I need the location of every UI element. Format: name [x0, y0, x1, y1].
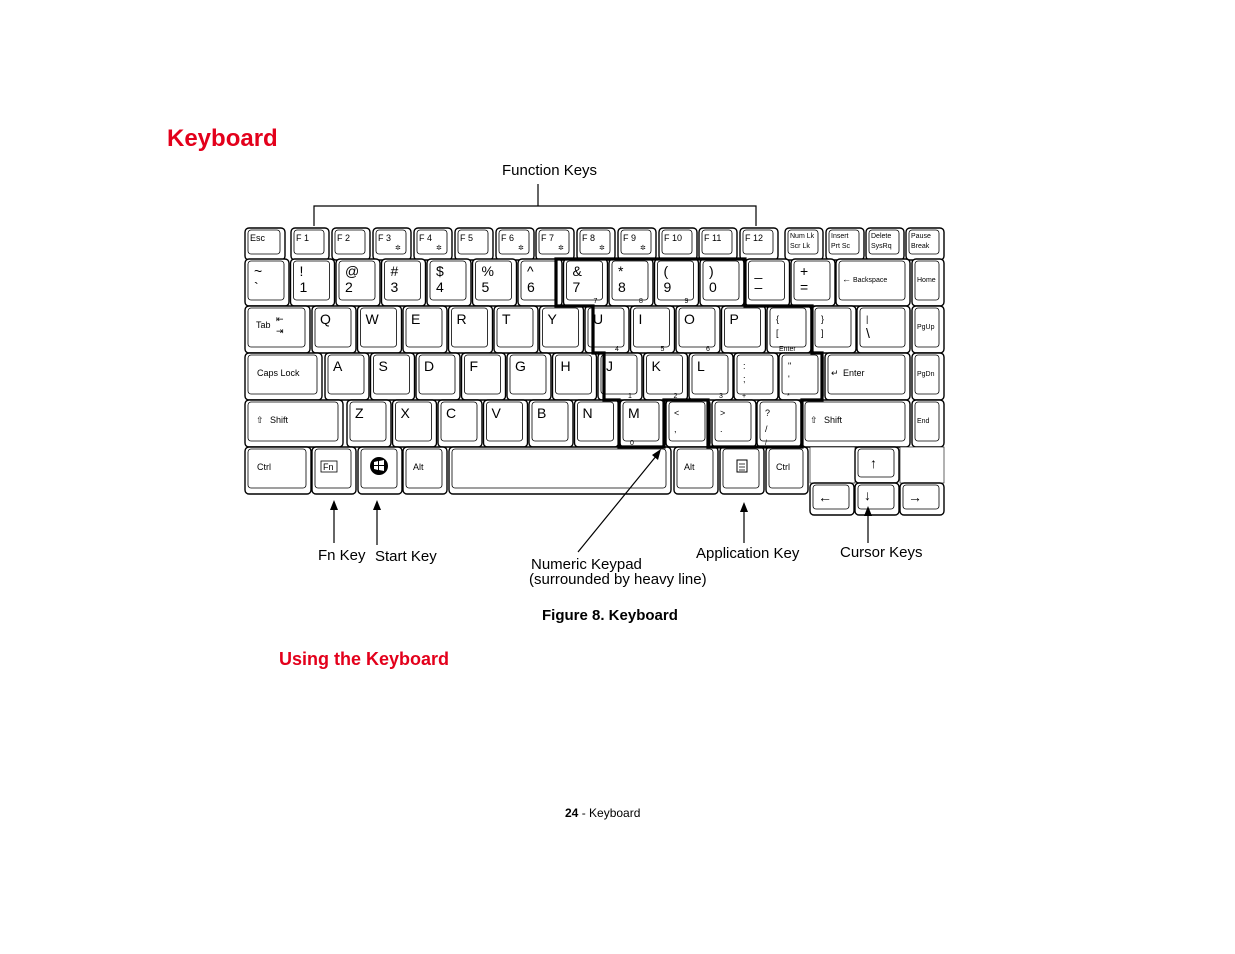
blank-key [900, 447, 944, 483]
key-label: > [720, 408, 726, 418]
key-cap [791, 259, 835, 306]
key-label: Ctrl [776, 462, 790, 472]
key-label: – [754, 279, 763, 295]
key-label: G [515, 358, 526, 374]
page-footer [565, 806, 640, 820]
application-key-callout: Application Key [696, 545, 800, 562]
key-cap [484, 400, 528, 447]
key-label: Pause [911, 233, 931, 240]
key-f[interactable] [462, 353, 506, 400]
key-f6[interactable] [496, 228, 534, 260]
key-label: F 1 [296, 233, 310, 243]
application-key-callout-arrowhead-icon [740, 502, 748, 512]
key-cap [575, 400, 619, 447]
key-label: W [365, 311, 379, 327]
fn-key-callout: Fn Key [318, 547, 366, 564]
key-num-8[interactable] [609, 259, 653, 306]
key-label: F 7 [541, 233, 555, 243]
key-enter[interactable] [825, 353, 910, 400]
key-ctrl-right[interactable] [766, 447, 808, 494]
start-key-callout-arrowhead-icon [373, 500, 381, 510]
key-cap [358, 306, 402, 353]
key-label: F [469, 358, 479, 374]
key-num-12[interactable] [791, 259, 835, 306]
key-label: R [456, 311, 467, 327]
key-cap [494, 306, 538, 353]
keypad-label: 0 [630, 440, 634, 447]
key-label: Shift [824, 415, 843, 425]
keypad-label: 9 [684, 298, 689, 305]
key-fn-symbol-icon: ✲ [436, 245, 442, 252]
key-cap [855, 483, 899, 515]
key-h[interactable] [553, 353, 597, 400]
key-cap [802, 400, 910, 447]
key-cap [449, 447, 671, 494]
start-key-callout: Start Key [375, 548, 437, 565]
key-label: [ [776, 328, 779, 338]
key-label: Q [320, 311, 331, 327]
key-cap [540, 306, 584, 353]
key-pgdn[interactable] [912, 353, 944, 400]
key-z[interactable] [347, 400, 391, 447]
key-pause[interactable] [906, 228, 944, 260]
key-cap [371, 353, 415, 400]
key-start[interactable] [358, 447, 402, 494]
key-numlock[interactable] [785, 228, 823, 260]
backspace-arrow-icon: ← [842, 274, 851, 284]
key-label: @ [345, 263, 360, 279]
key-label: Shift [270, 415, 289, 425]
key-fn-symbol-icon: ✲ [518, 245, 524, 252]
key-cap [462, 353, 506, 400]
key-label: Backspace [853, 277, 888, 284]
key-fn[interactable] [312, 447, 356, 494]
key-label: Ctrl [257, 462, 271, 472]
blank-key [810, 447, 855, 483]
key-cap [416, 353, 460, 400]
key-f7[interactable] [536, 228, 574, 260]
key-alt-left[interactable] [403, 447, 447, 494]
key-label: ' [788, 374, 790, 384]
key-label: Alt [413, 462, 424, 472]
key-label: Esc [250, 233, 266, 243]
key-arrow-left[interactable] [810, 483, 854, 515]
key-label: U [593, 311, 604, 327]
key-label: 4 [436, 279, 444, 295]
keypad-label: 2 [673, 393, 678, 400]
key-cap [347, 400, 391, 447]
key-label: Break [911, 243, 930, 250]
key-application[interactable] [720, 447, 764, 494]
key-w[interactable] [358, 306, 402, 353]
key-num-0[interactable] [245, 259, 289, 306]
key-label: F 5 [460, 233, 474, 243]
section-heading: Using the Keyboard [279, 649, 450, 669]
key-label: \ [866, 325, 870, 341]
key-shift-right[interactable] [802, 400, 910, 447]
page-title: Keyboard [167, 125, 278, 152]
key-f11[interactable] [699, 228, 737, 260]
key-a[interactable] [325, 353, 369, 400]
key-f1[interactable] [291, 228, 329, 260]
key-label: ) [709, 263, 714, 279]
key-label: Tab [256, 320, 271, 330]
key-d[interactable] [416, 353, 460, 400]
key-label: Num Lk [790, 233, 815, 240]
key-shift-left[interactable] [245, 400, 343, 447]
key-label: " [788, 361, 792, 371]
keypad-label: 7 [593, 298, 598, 305]
key-label: Prt Sc [831, 243, 851, 250]
numeric-keypad-note: (surrounded by heavy line) [529, 571, 707, 588]
key-y[interactable] [540, 306, 584, 353]
key-ctrl-left[interactable] [245, 447, 311, 494]
key-label: F 3 [378, 233, 392, 243]
key-delete[interactable] [866, 228, 904, 260]
key-cap [393, 400, 437, 447]
key-cap [644, 353, 688, 400]
key-label: Fn [323, 462, 334, 472]
key-cap [473, 259, 517, 306]
footer-section: - Keyboard [578, 806, 641, 820]
key-label: F 12 [745, 233, 764, 243]
key-v[interactable] [484, 400, 528, 447]
key-label: B [537, 405, 547, 421]
key-cap [529, 400, 573, 447]
keypad-label: / [765, 440, 767, 447]
key-f9[interactable] [618, 228, 656, 260]
key-cap [403, 306, 447, 353]
key-label: Y [547, 311, 557, 327]
key-s[interactable] [371, 353, 415, 400]
key-num-1[interactable] [291, 259, 335, 306]
key-arrow-down[interactable] [855, 483, 899, 515]
key-slash[interactable] [757, 400, 801, 447]
key-cap [674, 447, 718, 494]
figure-caption: Figure 8. Keyboard [542, 607, 678, 624]
key-fn-symbol-icon: ✲ [558, 245, 564, 252]
key-label: , [674, 424, 677, 434]
key-label: < [674, 408, 680, 418]
key-label: Home [917, 277, 936, 284]
key-cap [325, 353, 369, 400]
tab-left-icon: ⇤ [276, 314, 284, 324]
key-label: S [378, 358, 388, 374]
enter-arrow-icon: ↵ [831, 368, 839, 378]
key-label: H [560, 358, 571, 374]
key-label: # [390, 263, 399, 279]
key-cap [553, 353, 597, 400]
keypad-label: 3 [719, 393, 723, 400]
key-m[interactable] [620, 400, 664, 447]
key-arrow-right[interactable] [900, 483, 944, 515]
key-label: C [446, 405, 457, 421]
key-cap [700, 259, 744, 306]
key-label: F 6 [501, 233, 515, 243]
function-keys-callout: Function Keys [502, 162, 598, 179]
key-label: SysRq [871, 243, 892, 250]
key-f10[interactable] [659, 228, 697, 260]
left-arrow-icon: ← [818, 489, 832, 505]
key-cap [810, 483, 854, 515]
key-period[interactable] [712, 400, 756, 447]
key-label: Insert [831, 233, 849, 240]
key-label: M [628, 405, 640, 421]
key-label: } [821, 314, 825, 324]
key-label: _ [754, 263, 763, 279]
key-label: ` [254, 279, 259, 295]
key-c[interactable] [438, 400, 482, 447]
key-p[interactable] [722, 306, 766, 353]
keypad-label: + [742, 393, 747, 400]
key-num-9[interactable] [655, 259, 699, 306]
key-label: 3 [390, 279, 399, 295]
keypad-label: 4 [615, 346, 619, 353]
key-label: F 11 [704, 233, 722, 243]
key-comma[interactable] [666, 400, 710, 447]
key-label: ! [299, 263, 304, 279]
key-f2[interactable] [332, 228, 370, 260]
key-label: ; [743, 374, 746, 384]
key-label: { [776, 314, 780, 324]
key-cap [722, 306, 766, 353]
key-esc[interactable] [245, 228, 285, 260]
key-t[interactable] [494, 306, 538, 353]
keypad-label: 1 [628, 393, 632, 400]
key-label: D [424, 358, 435, 374]
key-num-3[interactable] [382, 259, 426, 306]
key-label: Delete [871, 233, 892, 240]
key-label: + [800, 263, 809, 279]
key-label: F 2 [337, 233, 351, 243]
key-label: ] [821, 328, 824, 338]
key-fn-symbol-icon: ✲ [640, 245, 646, 252]
key-cap [689, 353, 733, 400]
key-cap [734, 353, 778, 400]
keypad-label: * [787, 393, 790, 400]
key-label: 8 [618, 279, 626, 295]
key-cap [676, 306, 720, 353]
key-num-10[interactable] [700, 259, 744, 306]
key-cap [449, 306, 493, 353]
keypad-label: 8 [639, 298, 643, 305]
key-cap [312, 447, 356, 494]
key-label: / [765, 424, 768, 434]
key-f8[interactable] [577, 228, 615, 260]
up-arrow-icon: ↑ [870, 455, 877, 471]
key-label: | [866, 314, 869, 324]
key-label: V [491, 405, 501, 421]
key-home[interactable] [912, 259, 944, 306]
key-label: & [572, 263, 582, 279]
key-cap [564, 259, 608, 306]
key-cap [655, 259, 699, 306]
key-b[interactable] [529, 400, 573, 447]
key-backslash[interactable] [857, 306, 910, 353]
key-f4[interactable] [414, 228, 452, 260]
key-cap [291, 259, 335, 306]
key-f3[interactable] [373, 228, 411, 260]
key-label: Enter [843, 368, 865, 378]
shift-arrow-icon: ⇧ [810, 415, 818, 425]
key-g[interactable] [507, 353, 551, 400]
key-label: 0 [709, 279, 717, 295]
key-label: P [729, 311, 739, 327]
key-label: PgUp [917, 324, 935, 331]
key-num-4[interactable] [427, 259, 471, 306]
fn-key-callout-arrowhead-icon [330, 500, 338, 510]
key-cap [620, 400, 664, 447]
key-num-2[interactable] [336, 259, 380, 306]
key-arrow-up[interactable] [855, 447, 899, 483]
key-backspace[interactable] [836, 259, 910, 306]
key-capslock[interactable] [245, 353, 322, 400]
key-cap [438, 400, 482, 447]
key-label: X [400, 405, 410, 421]
right-arrow-icon: → [908, 489, 922, 505]
key-cap [382, 259, 426, 306]
key-r[interactable] [449, 306, 493, 353]
key-cap [312, 306, 356, 353]
key-semicolon[interactable] [734, 353, 778, 400]
key-bracket-close[interactable] [812, 306, 856, 353]
key-label: Scr Lk [790, 243, 810, 250]
numeric-keypad-callout: Numeric Keypad [531, 556, 642, 573]
keypad-label: 5 [660, 346, 665, 353]
key-q[interactable] [312, 306, 356, 353]
key-label: F 8 [582, 233, 596, 243]
keypad-label: Enter [779, 346, 796, 353]
key-x[interactable] [393, 400, 437, 447]
function-keys-bracket [314, 184, 756, 226]
key-label: 7 [572, 279, 581, 295]
key-cap [609, 259, 653, 306]
key-label: Alt [684, 462, 695, 472]
key-cap [507, 353, 551, 400]
shift-arrow-icon: ⇧ [256, 415, 264, 425]
key-label: ^ [527, 263, 534, 279]
key-label: F 10 [664, 233, 683, 243]
key-cap [245, 447, 311, 494]
key-cap [427, 259, 471, 306]
key-label: . [720, 424, 723, 434]
key-tab[interactable] [245, 306, 310, 353]
key-label: ~ [254, 263, 263, 279]
key-cap [779, 353, 823, 400]
key-label: $ [436, 263, 444, 279]
key-insert[interactable] [826, 228, 864, 260]
key-space[interactable] [449, 447, 671, 494]
key-label: J [606, 358, 613, 374]
key-cap [712, 400, 756, 447]
key-cap [666, 400, 710, 447]
key-label: E [411, 311, 421, 327]
key-label: L [697, 358, 705, 374]
key-label: I [638, 311, 643, 327]
page-number: 24 [565, 806, 579, 820]
key-cap [746, 259, 790, 306]
key-n[interactable] [575, 400, 619, 447]
key-label: 6 [527, 279, 535, 295]
key-cap [403, 447, 447, 494]
key-k[interactable] [644, 353, 688, 400]
key-cap [245, 259, 289, 306]
key-label: % [481, 263, 494, 279]
cursor-keys-callout: Cursor Keys [840, 544, 923, 561]
key-label: F 9 [623, 233, 637, 243]
key-end[interactable] [912, 400, 944, 447]
key-label: Z [355, 405, 364, 421]
key-label: N [582, 405, 593, 421]
key-pgup[interactable] [912, 306, 944, 353]
key-label: 9 [663, 279, 672, 295]
key-label: 1 [299, 279, 308, 295]
tab-right-icon: ⇥ [276, 326, 284, 336]
key-alt-right[interactable] [674, 447, 718, 494]
key-f5[interactable] [455, 228, 493, 260]
key-cap [900, 483, 944, 515]
key-l[interactable] [689, 353, 733, 400]
key-bracket-open[interactable] [767, 306, 811, 353]
key-num-11[interactable] [746, 259, 790, 306]
key-label: ? [765, 408, 771, 418]
key-cap [631, 306, 675, 353]
key-fn-symbol-icon: ✲ [395, 245, 401, 252]
key-label: A [333, 358, 343, 374]
key-label: = [800, 279, 809, 295]
key-label: T [502, 311, 511, 327]
key-cap [757, 400, 801, 447]
key-o[interactable] [676, 306, 720, 353]
key-fn-symbol-icon: ✲ [599, 245, 605, 252]
down-arrow-icon: ↓ [864, 487, 871, 503]
key-cap [855, 447, 899, 483]
key-f12[interactable] [740, 228, 778, 260]
key-label: PgDn [917, 371, 935, 378]
key-cap [812, 306, 856, 353]
key-label: K [651, 358, 661, 374]
key-cap [857, 306, 910, 353]
key-label: * [618, 263, 624, 279]
key-label: F 4 [419, 233, 433, 243]
key-label: 2 [345, 279, 353, 295]
key-label: End [917, 418, 930, 425]
key-label: Caps Lock [257, 368, 300, 378]
key-label: O [684, 311, 695, 327]
key-label: ( [663, 263, 669, 279]
key-e[interactable] [403, 306, 447, 353]
key-cap [720, 447, 764, 494]
key-num-5[interactable] [473, 259, 517, 306]
key-quote[interactable] [779, 353, 823, 400]
key-label: : [743, 361, 746, 371]
key-i[interactable] [631, 306, 675, 353]
key-label: 5 [481, 279, 490, 295]
key-num-7[interactable] [564, 259, 608, 306]
keypad-label: 6 [706, 346, 710, 353]
